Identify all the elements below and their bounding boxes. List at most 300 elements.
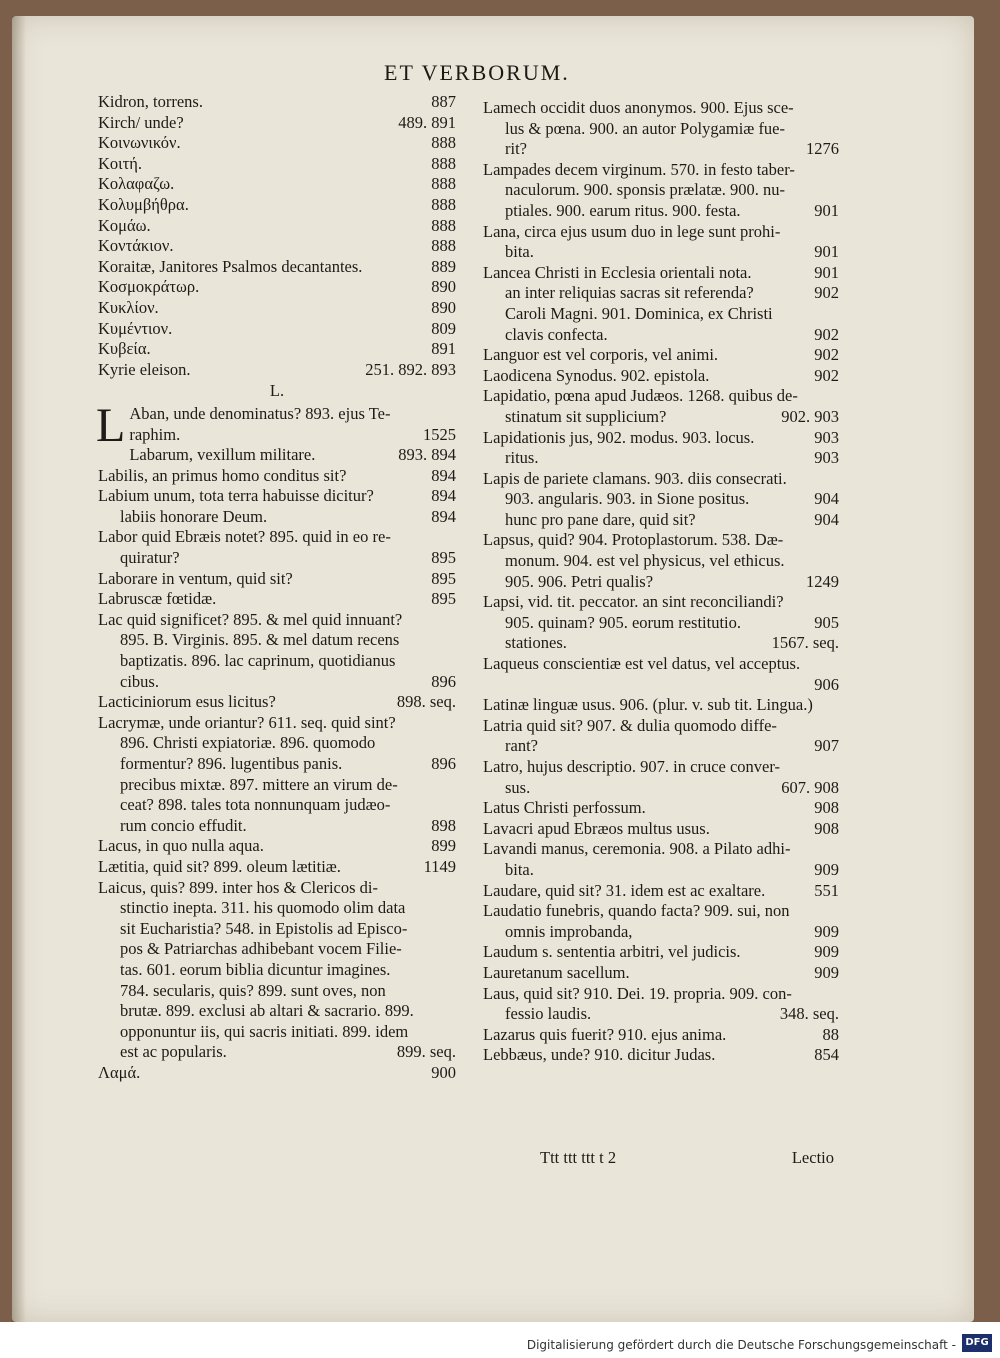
entry-line (98, 836, 456, 857)
entry-text: Laborare in ventum, quid sit? (98, 568, 293, 588)
page-ref: 251. 892. 893 (365, 359, 456, 379)
page-ref (450, 610, 456, 631)
page-ref: 888 (431, 194, 456, 214)
page-ref (833, 695, 839, 716)
entry-line (483, 510, 839, 531)
entry-line (483, 1025, 839, 1046)
entry-line (98, 216, 456, 237)
entry-text: rant? (505, 736, 538, 756)
index-entry (98, 298, 456, 319)
entry-line (483, 819, 839, 840)
entry-text: sit Eucharistia? 548. in Epistolis ad Episco- (120, 918, 408, 938)
page-ref: 893. 894 (398, 445, 456, 465)
entry-line (483, 592, 839, 613)
index-entry (483, 1045, 839, 1066)
entry-line (483, 160, 839, 181)
index-entry (483, 798, 839, 819)
entry-text: baptizatis. 896. lac caprinum, quotidianus (120, 651, 396, 671)
entry-text: opponuntur iis, qui sacris initiati. 899. idem (120, 1021, 409, 1041)
entry-line (483, 839, 839, 860)
index-entry (98, 857, 456, 878)
entry-line (483, 222, 839, 243)
entry-text: cibus. (120, 671, 159, 691)
entry-line (98, 713, 456, 734)
entry-line (98, 466, 456, 487)
entry-line (98, 319, 456, 340)
page-ref: 891 (431, 339, 456, 359)
page-ref: 895 (431, 589, 456, 609)
entry-line (483, 963, 839, 984)
entry-line (483, 942, 839, 963)
entry-text: 784. secularis, quis? 899. sunt oves, non (120, 980, 386, 1000)
entry-line (98, 339, 456, 360)
entry-line (483, 881, 839, 902)
page-ref: 88 (822, 1024, 839, 1044)
entry-text: 903. angularis. 903. in Sione positus. (505, 489, 750, 509)
entry-text: Languor est vel corporis, vel animi. (483, 345, 719, 365)
entry-text: Lapis de pariete clamans. 903. diis consecrati. (483, 468, 787, 488)
entry-line (98, 733, 456, 754)
entry-line (483, 407, 839, 428)
entry-text: Labor quid Ebræis notet? 895. quid in eo re- (98, 527, 391, 547)
index-entry (98, 610, 456, 692)
entry-text: stinctio inepta. 311. his quomodo olim data (120, 898, 406, 918)
entry-text: Latus Christi perfossum. (483, 798, 646, 818)
entry-line (98, 548, 456, 569)
page-ref: 551 (814, 880, 839, 900)
index-entry (483, 592, 839, 654)
entry-line (483, 180, 839, 201)
page-ref (450, 981, 456, 1002)
page-ref: 905 (814, 612, 839, 632)
entry-line (483, 901, 839, 922)
entry-text: Κοντάκιον. (98, 236, 174, 256)
page-ref: 896 (431, 754, 456, 773)
entry-text: Lac quid significet? 895. & mel quid innuant? (98, 609, 403, 629)
page-ref: 901 (814, 200, 839, 220)
entry-text: raphim. (129, 424, 181, 444)
page-ref (450, 960, 456, 981)
entry-text: Labarum, vexillum militare. (129, 445, 316, 465)
page-ref (833, 98, 839, 119)
page-ref (833, 530, 839, 551)
left-column (98, 92, 456, 1084)
page-ref (833, 469, 839, 490)
entry-line (98, 672, 456, 693)
page-ref (450, 898, 456, 919)
left-entries-k (98, 92, 456, 380)
entry-line (98, 692, 456, 713)
entry-line (98, 298, 456, 319)
page-ref: 901 (814, 242, 839, 262)
entry-line (483, 304, 839, 325)
entry-text: formentur? 896. lugentibus panis. (120, 754, 343, 773)
page-ref (833, 654, 839, 675)
entry-line (98, 277, 456, 298)
index-entry (483, 984, 839, 1025)
entry-text: Lauretanum sacellum. (483, 962, 630, 982)
index-entry (483, 345, 839, 366)
page-ref: 894 (431, 486, 456, 506)
entry-text: est ac popularis. (120, 1042, 227, 1062)
index-entry (98, 339, 456, 360)
index-entry (98, 236, 456, 257)
entry-text: Labilis, an primus homo conditus sit? (98, 465, 347, 485)
entry-line (98, 898, 456, 919)
index-entry (98, 195, 456, 216)
entry-line (483, 469, 839, 490)
entry-line (98, 486, 456, 507)
entry-line (98, 589, 456, 610)
entry-line (98, 174, 456, 195)
entry-text: Κοσμοκράτωρ. (98, 277, 200, 297)
page-ref: 888 (431, 133, 456, 153)
page-ref: 909 (814, 942, 839, 962)
right-entries (483, 98, 839, 1066)
entry-text (505, 675, 808, 696)
entry-text: 895. B. Virginis. 895. & mel datum recens (120, 630, 400, 650)
entry-text: 905. 906. Petri qualis? (505, 571, 654, 591)
page-ref: 902. 903 (781, 406, 839, 426)
entry-line (483, 242, 839, 263)
entry-line (483, 736, 839, 757)
entry-text: Lapsus, quid? 904. Protoplastorum. 538. Dæ- (483, 530, 784, 550)
entry-text: 896. Christi expiatoriæ. 896. quomodo (120, 733, 376, 753)
page-ref: 888 (431, 236, 456, 256)
entry-text: bita. (505, 859, 534, 879)
page-ref: 895 (431, 548, 456, 568)
index-entry (483, 901, 839, 942)
entry-line (98, 569, 456, 590)
entry-line (98, 919, 456, 940)
entry-text: Koraitæ, Janitores Psalmos decantantes. (98, 256, 363, 276)
index-entry (483, 428, 839, 469)
right-column (483, 98, 839, 1066)
page-ref: 607. 908 (781, 777, 839, 797)
entry-text: Kirch/ unde? (98, 112, 184, 132)
page-gutter-shadow (12, 16, 26, 1322)
entry-text: Lamech occidit duos anonymos. 900. Ejus sce- (483, 98, 794, 117)
entry-line (483, 798, 839, 819)
left-entries-l (96, 398, 456, 1084)
entry-text: Laqueus conscientiæ est vel datus, vel acceptus. (483, 654, 801, 674)
index-entry (98, 486, 456, 527)
entry-line (98, 939, 456, 960)
entry-text: 905. quinam? 905. eorum restitutio. (505, 612, 742, 632)
entry-text: Caroli Magni. 901. Dominica, ex Christi (505, 303, 773, 323)
entry-text: Laudatio funebris, quando facta? 909. sui, non (483, 901, 790, 921)
entry-line (129, 404, 456, 425)
entry-line (483, 325, 839, 346)
index-entry (98, 589, 456, 610)
entry-line (98, 507, 456, 528)
page-ref: 894 (431, 506, 456, 526)
index-entry (483, 222, 839, 263)
page-ref: 887 (431, 92, 456, 111)
page-ref (833, 304, 839, 325)
entry-text: Latro, hujus descriptio. 907. in cruce conver- (483, 757, 781, 776)
entry-text: Laus, quid sit? 910. Dei. 19. propria. 909. con- (483, 983, 792, 1003)
page-ref: 902 (814, 365, 839, 385)
index-entry (98, 154, 456, 175)
entry-line (98, 113, 456, 134)
page-ref: 909 (814, 962, 839, 982)
page-ref (833, 386, 839, 407)
index-entry (483, 881, 839, 902)
index-entry (483, 963, 839, 984)
index-entry (98, 133, 456, 154)
entry-line (483, 675, 839, 696)
entry-line (98, 981, 456, 1002)
page-ref: 854 (814, 1045, 839, 1065)
page-ref (450, 733, 456, 754)
page-ref: 888 (431, 215, 456, 235)
entry-text: Lapidatio, pœna apud Judæos. 1268. quibus de- (483, 386, 798, 406)
entry-line (129, 425, 456, 446)
entry-text: precibus mixtæ. 897. mittere an virum de- (120, 774, 398, 794)
page-ref (450, 775, 456, 796)
entry-text: pos & Patriarchas adhibebant vocem Filie- (120, 939, 402, 959)
entry-line (98, 960, 456, 981)
index-entry (98, 692, 456, 713)
index-entry (483, 942, 839, 963)
page-ref: 901 (814, 262, 839, 282)
entry-line (98, 754, 456, 775)
entry-line (98, 360, 456, 381)
entry-text: sus. (505, 777, 531, 797)
entry-line (483, 757, 839, 778)
catchword: Lectio (791, 1148, 834, 1167)
page-ref: 1567. seq. (771, 633, 839, 653)
page-ref: 909 (814, 921, 839, 941)
page-ref: 889 (431, 256, 456, 276)
page-ref: 902 (814, 345, 839, 365)
entry-line (483, 695, 839, 716)
index-entry (483, 160, 839, 222)
entry-text: Κομάω. (98, 215, 151, 235)
index-entry (98, 445, 456, 466)
page-ref (450, 651, 456, 672)
page-ref (833, 757, 839, 778)
page-ref (833, 984, 839, 1005)
page-ref (833, 716, 839, 737)
entry-text: Lapsi, vid. tit. peccator. an sint reconciliandi? (483, 592, 784, 612)
entry-text: ptiales. 900. earum ritus. 900. festa. (505, 200, 741, 220)
index-entry (483, 386, 839, 427)
entry-line (98, 195, 456, 216)
entry-text: Laicus, quis? 899. inter hos & Clericos di- (98, 877, 378, 897)
entry-text: Lampades decem virginum. 570. in festo taber- (483, 159, 795, 179)
entry-line (483, 860, 839, 881)
entry-text: tas. 601. eorum biblia dicuntur imagines. (120, 959, 391, 979)
page-ref: 489. 891 (398, 112, 456, 132)
page-ref (833, 180, 839, 201)
entry-line (98, 257, 456, 278)
page-ref: 908 (814, 798, 839, 818)
entry-text: clavis confecta. (505, 324, 608, 344)
entry-line (98, 795, 456, 816)
entry-line (483, 530, 839, 551)
page-ref: 894 (431, 465, 456, 485)
entry-line (98, 630, 456, 651)
entry-text: Lebbæus, unde? 910. dicitur Judas. (483, 1045, 716, 1065)
page-ref (833, 592, 839, 613)
index-entry (483, 757, 839, 798)
index-entry (483, 819, 839, 840)
index-entry (483, 839, 839, 880)
page-ref (833, 839, 839, 860)
page-ref: 903 (814, 448, 839, 468)
entry-line (98, 816, 456, 837)
page-ref: 909 (814, 859, 839, 879)
page-ref: 899. seq. (396, 1042, 456, 1062)
index-entry (96, 398, 456, 452)
page-ref: 902 (814, 283, 839, 303)
page-ref (450, 795, 456, 816)
page-ref: 348. seq. (779, 1004, 839, 1024)
index-entry (98, 878, 456, 1063)
page-ref: 904 (814, 489, 839, 509)
page-ref: 903 (814, 427, 839, 447)
entry-text: Κολαφαζω. (98, 174, 175, 194)
page-ref: 890 (431, 297, 456, 317)
entry-text: Kyrie eleison. (98, 359, 191, 379)
page-ref (833, 160, 839, 181)
entry-text: Lancea Christi in Ecclesia orientali nota. (483, 262, 752, 282)
page-ref: 890 (431, 277, 456, 297)
entry-line (483, 201, 839, 222)
page-ref: 906 (814, 674, 839, 694)
entry-line (98, 527, 456, 548)
entry-text: Κοινωνικόν. (98, 133, 181, 153)
entry-text: Κοιτή. (98, 153, 142, 173)
entry-line (483, 428, 839, 449)
entry-text: an inter reliquias sacras sit referenda? (505, 283, 754, 303)
index-entry (98, 92, 456, 113)
entry-line (483, 386, 839, 407)
entry-line (483, 1045, 839, 1066)
entry-line (483, 922, 839, 943)
entry-line (98, 133, 456, 154)
entry-text: labiis honorare Deum. (120, 506, 268, 526)
entry-text: Kidron, torrens. (98, 92, 203, 111)
entry-text: Lazarus quis fuerit? 910. ejus anima. (483, 1024, 727, 1044)
page-ref (450, 939, 456, 960)
index-entry (98, 257, 456, 278)
entry-line (483, 263, 839, 284)
page-ref (450, 1022, 456, 1043)
entry-line (483, 448, 839, 469)
index-entry (483, 695, 839, 716)
entry-text: hunc pro pane dare, quid sit? (505, 509, 696, 529)
index-entry (98, 713, 456, 837)
page-ref (833, 551, 839, 572)
entry-text: Κολυμβήθρα. (98, 194, 189, 214)
page-ref: 899 (431, 836, 456, 856)
index-entry (483, 263, 839, 345)
entry-text: Κυκλίον. (98, 297, 159, 317)
page-ref: 898 (431, 815, 456, 835)
entry-text: Latria quid sit? 907. & dulia quomodo diffe- (483, 715, 777, 735)
entry-line (483, 778, 839, 799)
page-ref: 904 (814, 509, 839, 529)
page-ref: 1149 (423, 856, 456, 876)
entry-line (483, 633, 839, 654)
index-entry (483, 98, 839, 160)
entry-text: Lacrymæ, unde oriantur? 611. seq. quid sint? (98, 712, 396, 732)
entry-text: Κυμέντιον. (98, 318, 173, 338)
index-entry (98, 569, 456, 590)
entry-line (483, 283, 839, 304)
index-entry (98, 216, 456, 237)
page-ref (833, 901, 839, 922)
entry-text: Lapidationis jus, 902. modus. 903. locus. (483, 427, 755, 447)
page-ref: 888 (431, 174, 456, 194)
entry-line (483, 345, 839, 366)
page-ref (833, 119, 839, 140)
entry-text: Lavandi manus, ceremonia. 908. a Pilato adhi- (483, 839, 791, 859)
drop-capital: L (96, 398, 126, 452)
entry-text: stationes. (505, 633, 567, 653)
page-ref: 888 (431, 153, 456, 173)
page-ref: 896 (431, 671, 456, 691)
entry-text: Laodicena Synodus. 902. epistola. (483, 365, 710, 385)
index-entry (483, 716, 839, 757)
entry-line (483, 119, 839, 140)
index-entry (483, 654, 839, 695)
page-ref (450, 1001, 456, 1022)
entry-text: bita. (505, 242, 534, 262)
page-ref: 895 (431, 568, 456, 588)
entry-line (98, 857, 456, 878)
signature-mark: Ttt ttt ttt t 2 (540, 1148, 617, 1167)
index-entry (483, 469, 839, 531)
index-entry (98, 466, 456, 487)
entry-text: Lacticiniorum esus licitus? (98, 692, 276, 712)
entry-line (98, 1042, 456, 1063)
page-ref: 809 (431, 318, 456, 338)
entry-text: omnis improbanda, (505, 921, 633, 941)
entry-text: Lacus, in quo nulla aqua. (98, 836, 264, 856)
index-entry (98, 360, 456, 381)
entry-text: lus & pœna. 900. an autor Polygamiæ fue- (505, 118, 786, 138)
entry-line (483, 613, 839, 634)
page-ref: 900 (431, 1062, 456, 1082)
entry-text: Κυβεία. (98, 339, 151, 359)
entry-text: Λαμά. (98, 1062, 141, 1082)
entry-text: ritus. (505, 448, 539, 468)
page-ref (450, 713, 456, 734)
page-ref (450, 404, 456, 425)
page-ref: 1525 (423, 424, 456, 444)
index-entry (483, 366, 839, 387)
entry-text: Laudum s. sententia arbitri, vel judicis. (483, 942, 741, 962)
entry-text: Lætitia, quid sit? 899. oleum lætitiæ. (98, 856, 341, 876)
entry-line (129, 445, 456, 466)
entry-text: Labium unum, tota terra habuisse dicitur? (98, 486, 374, 506)
entry-line (483, 716, 839, 737)
page-ref: 902 (814, 324, 839, 344)
entry-line (98, 154, 456, 175)
entry-text: Lavacri apud Ebræos multus usus. (483, 818, 710, 838)
entry-line (98, 92, 456, 113)
index-entry (483, 530, 839, 592)
index-entry (98, 113, 456, 134)
page-ref: 1249 (806, 571, 839, 591)
entry-text: monum. 904. est vel physicus, vel ethicus. (505, 551, 785, 571)
entry-line (483, 984, 839, 1005)
index-entry (98, 527, 456, 568)
